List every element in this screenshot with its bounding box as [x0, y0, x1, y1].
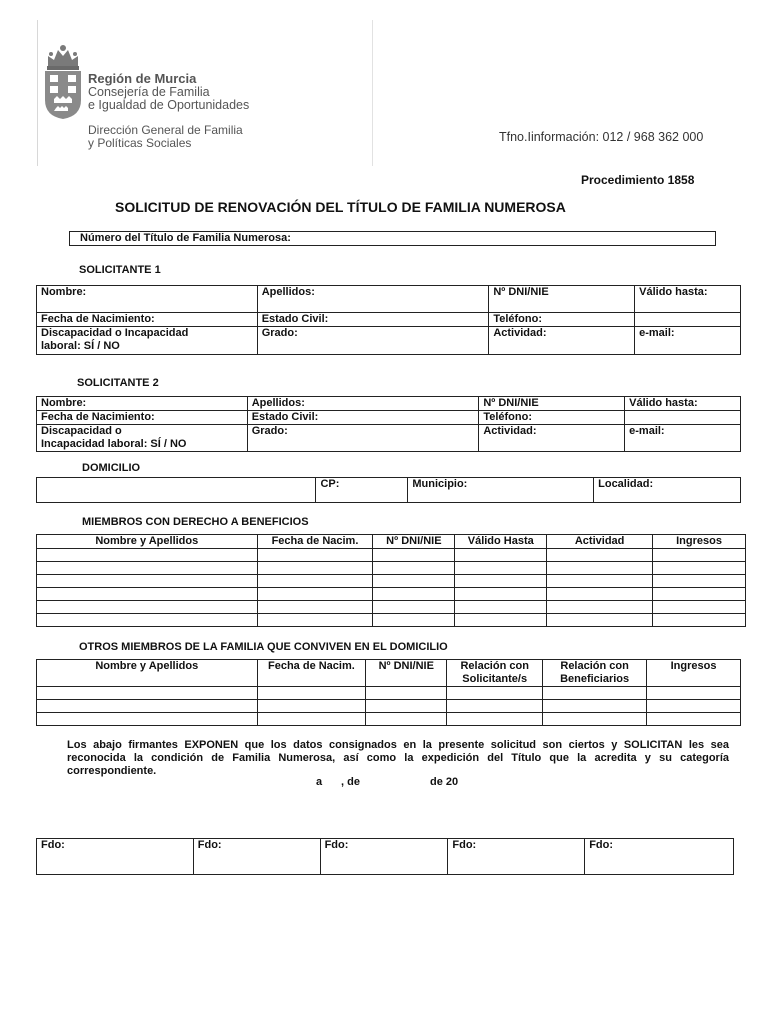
otros-cell[interactable] — [447, 687, 543, 700]
ben-col-fecha: Fecha de Nacim. — [257, 535, 373, 549]
s2-apellidos[interactable]: Apellidos: — [247, 397, 479, 411]
ben-cell[interactable] — [373, 601, 455, 614]
beneficiarios-table — [36, 534, 746, 627]
ben-cell[interactable] — [257, 575, 373, 588]
table-row — [37, 575, 746, 588]
ben-cell[interactable] — [455, 588, 547, 601]
domicilio-cp[interactable]: CP: — [316, 478, 408, 503]
otros-cell[interactable] — [366, 687, 447, 700]
date-de20: de 20 — [430, 776, 459, 788]
ben-col-valido: Válido Hasta — [455, 535, 547, 549]
s2-disc-line1: Discapacidad o — [41, 425, 122, 437]
s2-email[interactable]: e-mail: — [625, 425, 741, 452]
form-title: SOLICITUD DE RENOVACIÓN DEL TÍTULO DE FAMILIA NUMEROSA — [115, 199, 566, 215]
otros-cell[interactable] — [366, 713, 447, 726]
ben-cell[interactable] — [653, 588, 746, 601]
otros-col-fecha: Fecha de Nacim. — [257, 660, 366, 687]
s1-apellidos[interactable]: Apellidos: — [257, 286, 489, 313]
otros-cell[interactable] — [37, 687, 258, 700]
s2-telefono[interactable]: Teléfono: — [479, 411, 625, 425]
ben-cell[interactable] — [37, 588, 258, 601]
ben-cell[interactable] — [373, 614, 455, 627]
ben-cell[interactable] — [37, 575, 258, 588]
s1-discapacidad[interactable] — [37, 327, 258, 355]
ben-cell[interactable] — [455, 614, 547, 627]
ben-cell[interactable] — [257, 562, 373, 575]
otros-col-rel-solicitante — [447, 660, 543, 687]
declaration-text: Los abajo firmantes EXPONEN que los datos consignados en la presente solicitud son ciertos y SOLICITAN les sea reconocida la condición de Familia Numerosa, así como la expedición del Título que la acredita y su categoría correspondiente. — [67, 739, 729, 777]
otros-cell[interactable] — [257, 687, 366, 700]
ben-cell[interactable] — [653, 549, 746, 562]
ben-cell[interactable] — [373, 562, 455, 575]
otros-cell[interactable] — [447, 713, 543, 726]
ben-cell[interactable] — [547, 588, 653, 601]
solicitante1-heading: SOLICITANTE 1 — [79, 264, 161, 276]
s2-disc-line2: Incapacidad laboral: SÍ / NO — [41, 438, 187, 450]
ben-cell[interactable] — [373, 588, 455, 601]
otros-cell[interactable] — [37, 700, 258, 713]
ben-cell[interactable] — [455, 549, 547, 562]
otros-col-rel-beneficiarios — [543, 660, 647, 687]
s1-estado[interactable]: Estado Civil: — [257, 313, 489, 327]
s2-actividad[interactable]: Actividad: — [479, 425, 625, 452]
s2-grado[interactable]: Grado: — [247, 425, 479, 452]
title-number-label: Número del Título de Familia Numerosa: — [80, 232, 291, 244]
domicilio-heading: DOMICILIO — [82, 462, 141, 474]
solicitante1-table — [36, 285, 741, 355]
otros-cell[interactable] — [257, 713, 366, 726]
coat-of-arms-logo — [42, 44, 84, 120]
otros-table — [36, 659, 741, 726]
date-de: , de — [341, 776, 360, 788]
ben-cell[interactable] — [547, 549, 653, 562]
signature-field-3[interactable]: Fdo: — [320, 839, 448, 875]
ben-cell[interactable] — [455, 575, 547, 588]
otros-col4-line2: Solicitante/s — [462, 673, 528, 685]
solicitante2-heading: SOLICITANTE 2 — [77, 377, 159, 389]
table-row — [37, 687, 741, 700]
ben-cell[interactable] — [373, 549, 455, 562]
ben-col-dni: Nº DNI/NIE — [373, 535, 455, 549]
beneficiarios-heading: MIEMBROS CON DERECHO A BENEFICIOS — [82, 516, 309, 528]
s2-estado[interactable]: Estado Civil: — [247, 411, 479, 425]
ben-cell[interactable] — [37, 562, 258, 575]
otros-col-dni: Nº DNI/NIE — [366, 660, 447, 687]
header-right-rule — [372, 20, 373, 166]
ben-cell[interactable] — [653, 614, 746, 627]
org-name: Región de Murcia — [88, 71, 197, 86]
date-a: a — [316, 776, 323, 788]
header-left-rule — [37, 20, 38, 166]
ben-cell[interactable] — [257, 614, 373, 627]
otros-col5-line2: Beneficiarios — [560, 673, 630, 685]
ben-col-ingresos: Ingresos — [653, 535, 746, 549]
s1-dni[interactable]: Nº DNI/NIE — [489, 286, 635, 313]
otros-col5-line1: Relación con — [560, 660, 629, 672]
otros-cell[interactable] — [647, 687, 741, 700]
phone-info: Tfno.Iinformación: 012 / 968 362 000 — [499, 130, 704, 144]
otros-col-nombre: Nombre y Apellidos — [37, 660, 258, 687]
ben-cell[interactable] — [37, 549, 258, 562]
signature-field-4[interactable]: Fdo: — [448, 839, 585, 875]
s1-telefono[interactable]: Teléfono: — [489, 313, 635, 327]
signature-field-1[interactable]: Fdo: — [37, 839, 194, 875]
domicilio-direccion[interactable] — [37, 478, 316, 503]
dept-line1: Dirección General de Familia — [88, 123, 243, 137]
title-number-field[interactable] — [69, 231, 716, 246]
ben-cell[interactable] — [653, 601, 746, 614]
procedure-number: Procedimiento 1858 — [581, 173, 695, 187]
s1-nombre[interactable]: Nombre: — [37, 286, 258, 313]
solicitante2-table — [36, 396, 741, 452]
otros-cell[interactable] — [543, 687, 647, 700]
s1-telefono-ext[interactable] — [635, 313, 741, 327]
otros-cell[interactable] — [366, 700, 447, 713]
ben-cell[interactable] — [37, 614, 258, 627]
s1-disc-line1: Discapacidad o Incapacidad — [41, 327, 189, 339]
s1-actividad[interactable]: Actividad: — [489, 327, 635, 355]
s1-valido[interactable]: Válido hasta: — [635, 286, 741, 313]
table-row — [37, 562, 746, 575]
ben-cell[interactable] — [455, 562, 547, 575]
otros-cell[interactable] — [543, 713, 647, 726]
s2-discapacidad[interactable] — [37, 425, 248, 452]
otros-col4-line1: Relación con — [460, 660, 529, 672]
ben-cell[interactable] — [547, 562, 653, 575]
otros-heading: OTROS MIEMBROS DE LA FAMILIA QUE CONVIVEN EN EL DOMICILIO — [79, 641, 448, 653]
ben-cell[interactable] — [37, 601, 258, 614]
ben-cell[interactable] — [455, 601, 547, 614]
s2-nombre[interactable]: Nombre: — [37, 397, 248, 411]
otros-cell[interactable] — [647, 700, 741, 713]
domicilio-table — [36, 477, 741, 503]
ben-cell[interactable] — [257, 601, 373, 614]
s1-email[interactable]: e-mail: — [635, 327, 741, 355]
s2-valido[interactable]: Válido hasta: — [625, 397, 741, 411]
s1-grado[interactable]: Grado: — [257, 327, 489, 355]
table-row — [37, 700, 741, 713]
table-row — [37, 614, 746, 627]
s1-fecha[interactable]: Fecha de Nacimiento: — [37, 313, 258, 327]
table-row — [37, 549, 746, 562]
s2-dni[interactable]: Nº DNI/NIE — [479, 397, 625, 411]
signatures-table — [36, 838, 734, 875]
s2-telefono-ext[interactable] — [625, 411, 741, 425]
ben-col-nombre: Nombre y Apellidos — [37, 535, 258, 549]
ben-col-actividad: Actividad — [547, 535, 653, 549]
domicilio-localidad[interactable]: Localidad: — [594, 478, 741, 503]
otros-col-ingresos: Ingresos — [647, 660, 741, 687]
ben-cell[interactable] — [257, 588, 373, 601]
otros-cell[interactable] — [647, 713, 741, 726]
ben-cell[interactable] — [373, 575, 455, 588]
org-igualdad: e Igualdad de Oportunidades — [88, 98, 250, 112]
ben-cell[interactable] — [547, 601, 653, 614]
otros-cell[interactable] — [543, 700, 647, 713]
ben-cell[interactable] — [547, 575, 653, 588]
org-consejeria: Consejería de Familia — [88, 85, 210, 99]
ben-cell[interactable] — [257, 549, 373, 562]
s2-fecha[interactable]: Fecha de Nacimiento: — [37, 411, 248, 425]
otros-cell[interactable] — [37, 713, 258, 726]
signature-field-5[interactable]: Fdo: — [585, 839, 734, 875]
otros-cell[interactable] — [257, 700, 366, 713]
dept-line2: y Políticas Sociales — [88, 136, 192, 150]
ben-cell[interactable] — [547, 614, 653, 627]
table-row — [37, 713, 741, 726]
s1-disc-line2: laboral: SÍ / NO — [41, 340, 120, 352]
ben-cell[interactable] — [653, 562, 746, 575]
signature-field-2[interactable]: Fdo: — [193, 839, 320, 875]
table-row — [37, 601, 746, 614]
otros-cell[interactable] — [447, 700, 543, 713]
ben-cell[interactable] — [653, 575, 746, 588]
table-row — [37, 588, 746, 601]
domicilio-municipio[interactable]: Municipio: — [408, 478, 594, 503]
